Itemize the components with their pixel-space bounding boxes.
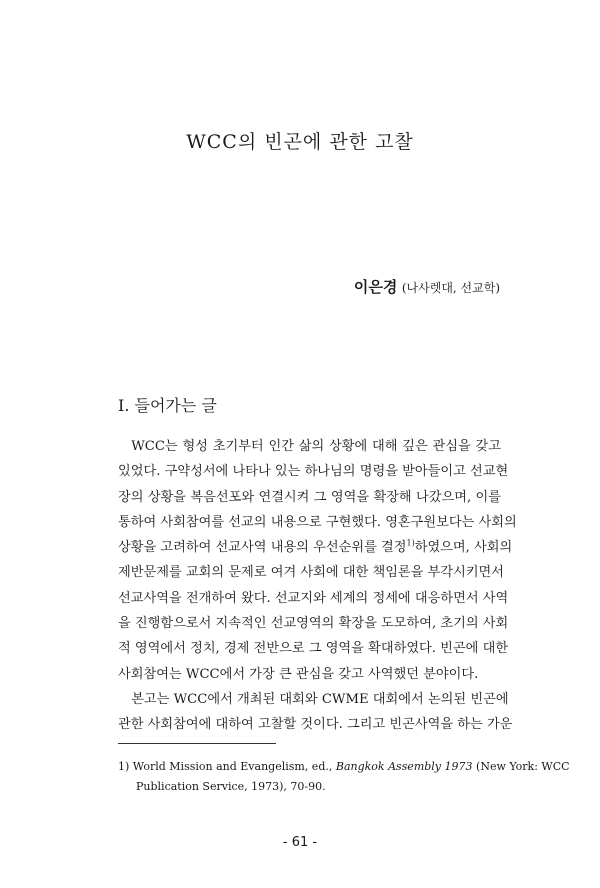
footnote-text: World Mission and Evangelism, ed., <box>132 760 336 773</box>
footnote-text: (New York: WCC <box>472 760 570 773</box>
text-line: 통하여 사회참여를 선교의 내용으로 구현했다. 영혼구원보다는 사회의 <box>118 514 517 530</box>
footnote-title: Bangkok Assembly 1973 <box>335 760 473 773</box>
text-line: 선교사역을 전개하여 왔다. 선교지와 세계의 정세에 대응하면서 사역 <box>118 590 509 606</box>
text-line: 장의 상황을 복음선포와 연결시켜 그 영역을 확장해 나갔으며, 이를 <box>118 489 501 505</box>
text-line: 본고는 WCC에서 개최된 대회와 CWME 대회에서 논의된 빈곤에 <box>131 691 509 707</box>
text-segment: 상황을 고려하여 선교사역 내용의 우선순위를 결정 <box>118 540 407 556</box>
footnote-reference: 1) <box>406 538 415 548</box>
footnote-line <box>118 757 570 777</box>
author-affiliation: (나사렛대, 선교학) <box>401 281 500 295</box>
text-line: WCC는 형성 초기부터 인간 삶의 상황에 대해 깊은 관심을 갖고 <box>131 439 501 454</box>
footnote-marker: 1) <box>118 760 130 773</box>
footnote-line: Publication Service, 1973), 70-90. <box>136 780 326 793</box>
text-line: 사회참여는 WCC에서 가장 큰 관심을 갖고 사역했던 분야이다. <box>118 666 479 682</box>
text-line: 제반문제를 교회의 문제로 여겨 사회에 대한 책임론을 부각시키면서 <box>118 565 505 581</box>
byline <box>354 276 500 297</box>
author-name: 이은경 <box>353 278 398 296</box>
text-segment: 하였으며, 사회의 <box>414 540 513 556</box>
footnote-divider <box>118 743 276 744</box>
text-line: 있었다. 구약성서에 나타나 있는 하나님의 명령을 받아들이고 선교현 <box>118 464 509 480</box>
body-text <box>118 434 517 738</box>
section-heading: Ⅰ. 들어가는 글 <box>118 396 217 415</box>
paper-title: WCC의 빈곤에 관한 고찰 <box>186 131 414 153</box>
text-line: 을 진행함으로서 지속적인 선교영역의 확장을 도모하여, 초기의 사회 <box>118 616 509 632</box>
text-line-with-footnote <box>118 535 513 560</box>
footnote <box>118 757 570 797</box>
page-number: - 61 - <box>282 835 318 850</box>
text-line: 적 영역에서 정치, 경제 전반으로 그 영역을 확대하였다. 빈곤에 대한 <box>118 641 509 657</box>
text-line: 관한 사회참여에 대하여 고찰할 것이다. 그리고 빈곤사역을 하는 가운 <box>118 717 513 733</box>
